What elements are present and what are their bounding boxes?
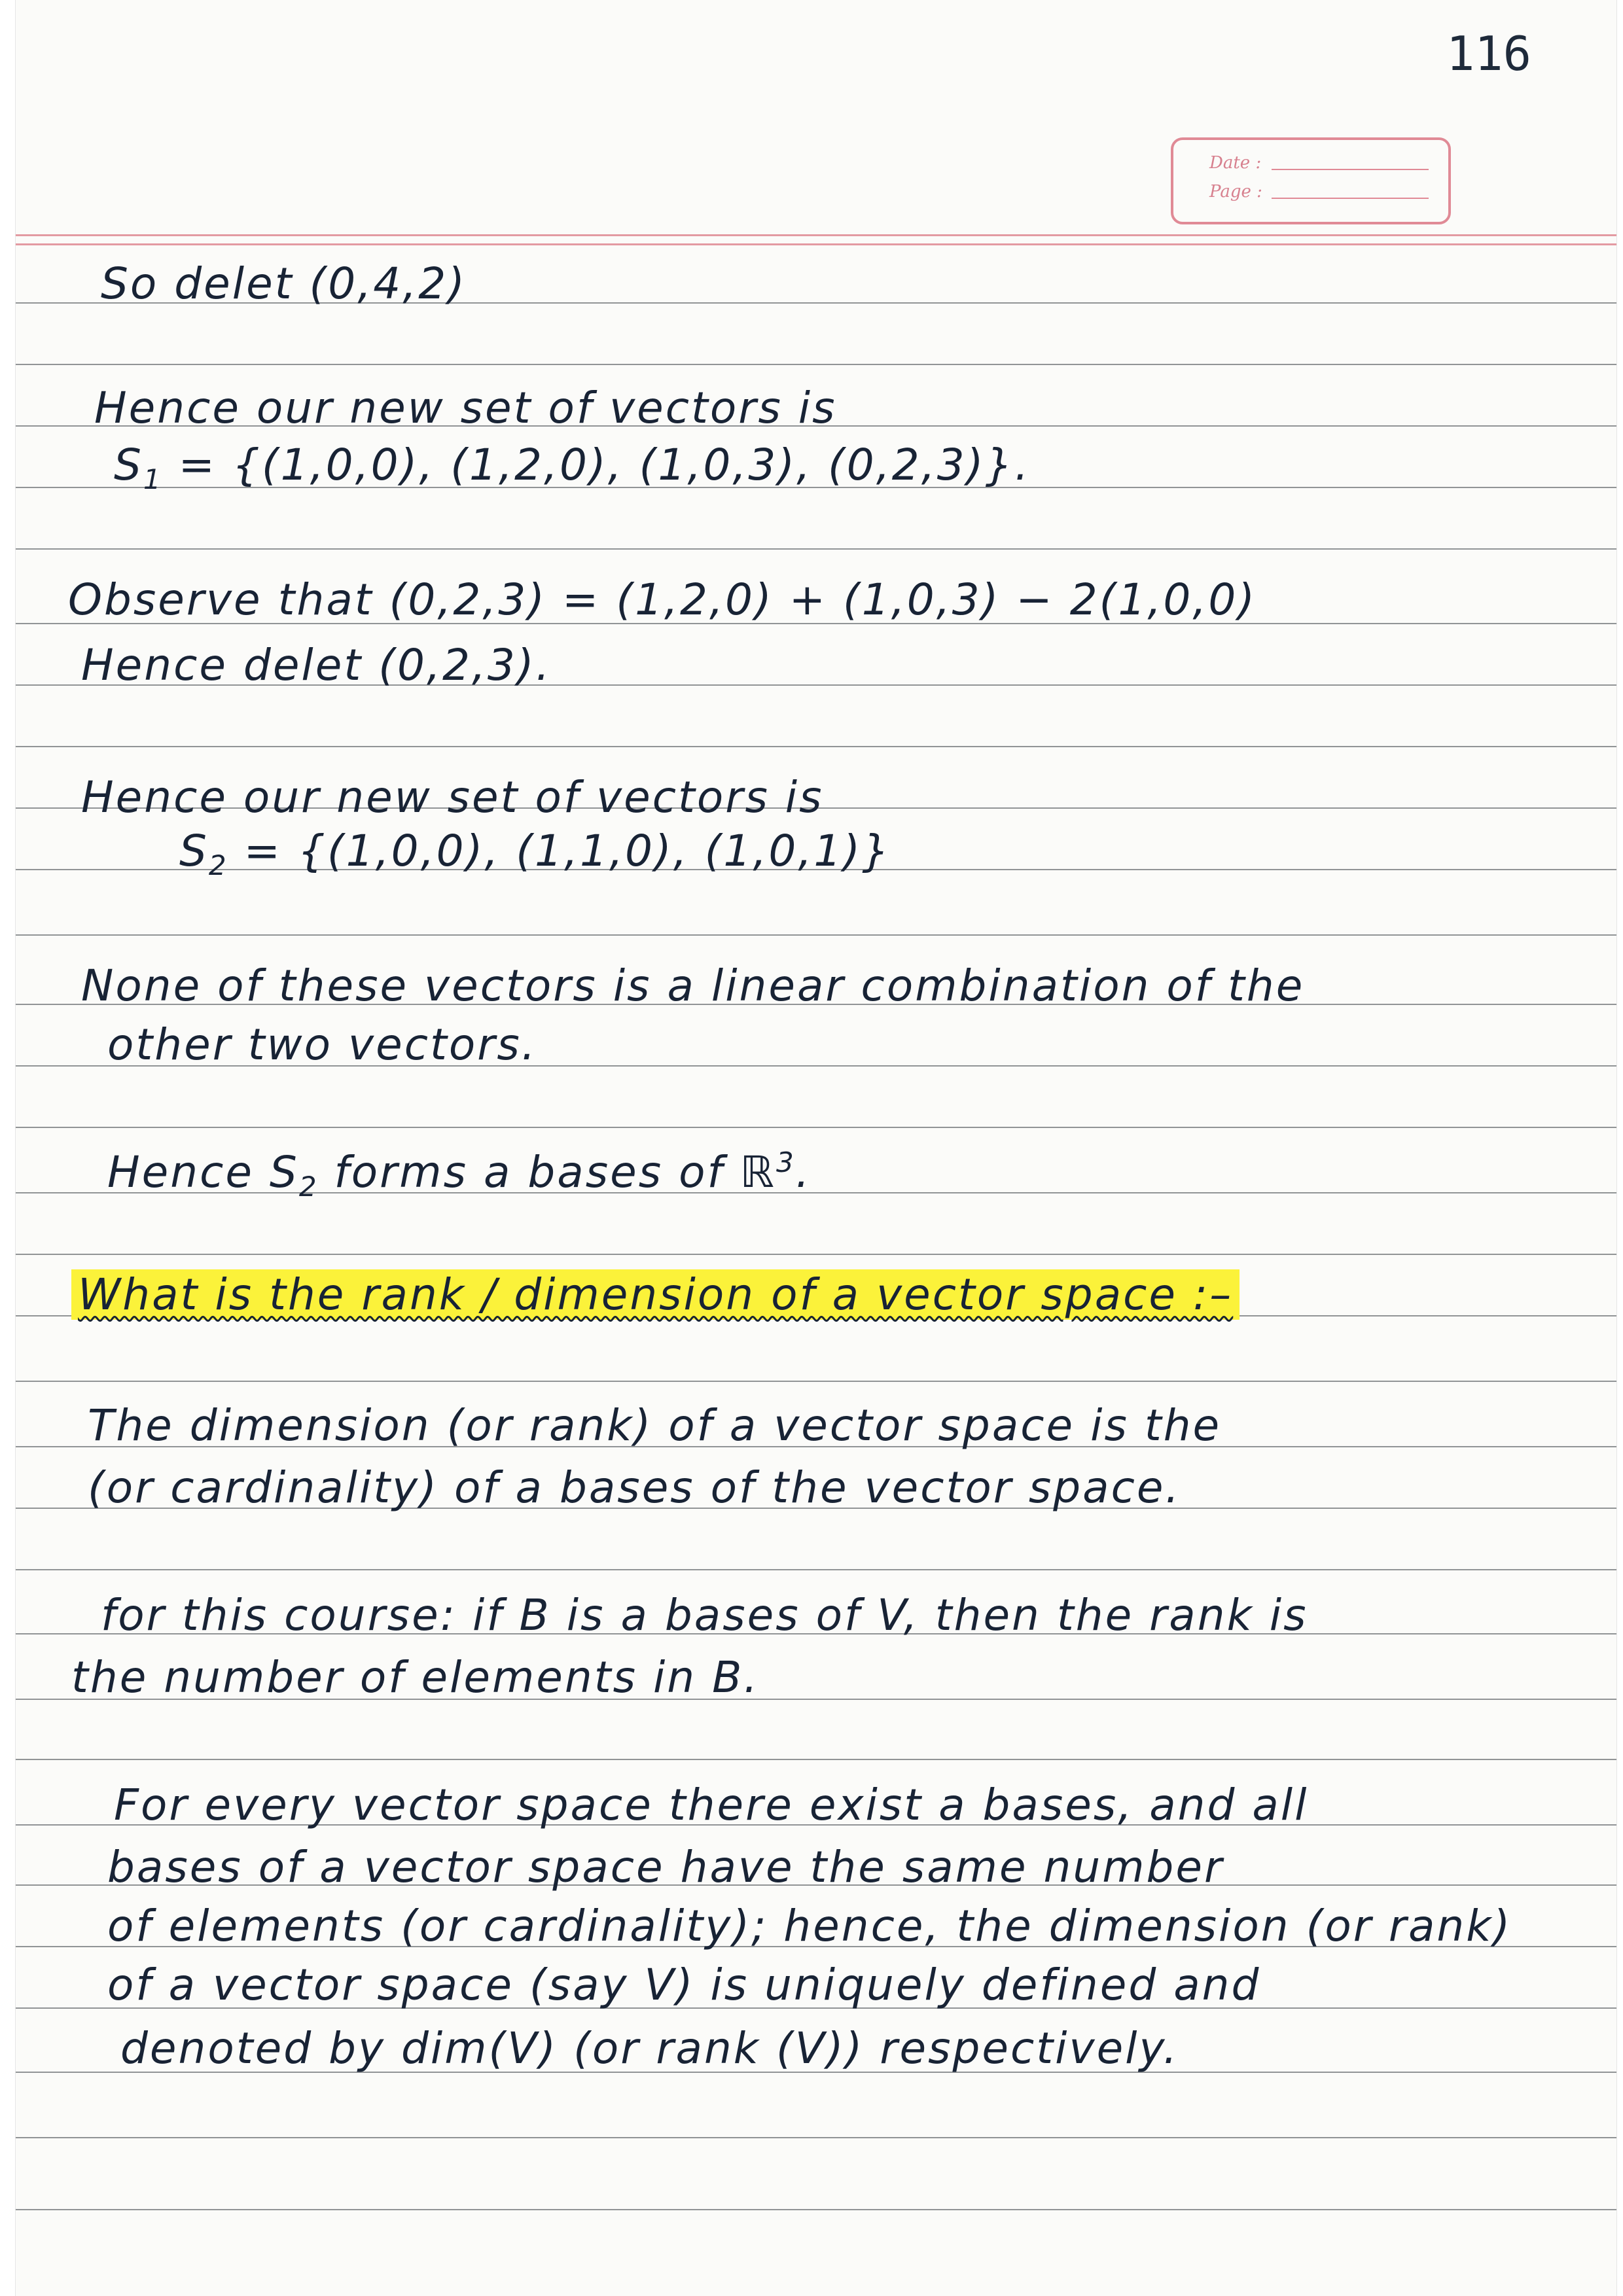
basis-text-c: .	[795, 1147, 812, 1197]
note-line: denoted by dim(V) (or rank (V)) respectively.	[120, 2023, 1179, 2074]
note-line: for this course: if B is a bases of V, then the rank is	[101, 1590, 1308, 1640]
ruled-line	[16, 746, 1616, 747]
ruled-line	[16, 2137, 1616, 2138]
ruled-line	[16, 548, 1616, 550]
ruled-line	[16, 1254, 1616, 1255]
set-symbol: S	[179, 826, 209, 876]
set-elements: = {(1,0,0), (1,1,0), (1,0,1)}	[228, 826, 892, 876]
notebook-page	[16, 0, 1616, 2296]
set-s1-definition	[114, 440, 1030, 495]
set-symbol: S	[114, 440, 143, 490]
stamp-page-label: Page :	[1209, 182, 1262, 202]
set-elements: = {(1,0,0), (1,2,0), (1,0,3), (0,2,3)}.	[162, 440, 1031, 490]
ruled-line	[16, 934, 1616, 936]
ruled-line	[16, 1381, 1616, 1382]
note-line: Observe that (0,2,3) = (1,2,0) + (1,0,3) − 2(1,0,0)	[68, 574, 1257, 625]
highlighted-heading: What is the rank / dimension of a vector space :–	[71, 1269, 1240, 1320]
note-line: For every vector space there exist a bases, and all	[114, 1780, 1309, 1830]
note-line: of a vector space (say V) is uniquely defined and	[107, 1960, 1261, 2010]
note-line: Hence our new set of vectors is	[94, 383, 837, 433]
top-margin-rule	[16, 243, 1616, 245]
note-line: None of these vectors is a linear combination of the	[81, 961, 1305, 1011]
section-heading	[71, 1269, 1240, 1320]
note-line: (or cardinality) of a bases of the vector space.	[88, 1462, 1181, 1513]
basis-text-b: forms a bases of ℝ	[318, 1147, 776, 1197]
set-s2-definition	[179, 826, 891, 881]
ruled-line	[16, 1759, 1616, 1760]
note-line: other two vectors.	[107, 1019, 537, 1070]
set-subscript: 1	[143, 463, 163, 496]
note-line: The dimension (or rank) of a vector space is the	[88, 1400, 1222, 1451]
set-subscript: 2	[208, 849, 228, 882]
stamp-date-line	[1272, 169, 1429, 170]
set-subscript: 2	[298, 1171, 319, 1203]
stamp-page-line	[1272, 198, 1429, 199]
date-page-stamp	[1171, 137, 1451, 224]
ruled-line	[16, 2209, 1616, 2210]
page-number: 116	[1446, 26, 1531, 81]
dimension-superscript: 3	[776, 1146, 796, 1178]
note-line: So delet (0,4,2)	[101, 258, 467, 309]
ruled-line	[16, 1569, 1616, 1570]
ruled-line	[16, 364, 1616, 365]
stamp-date-label: Date :	[1209, 153, 1262, 173]
note-line: Hence delet (0,2,3).	[81, 640, 552, 690]
note-line: Hence our new set of vectors is	[81, 772, 824, 822]
note-line: of elements (or cardinality); hence, the dimension (or rank)	[107, 1901, 1512, 1951]
basis-text-a: Hence S	[107, 1147, 299, 1197]
basis-statement	[107, 1146, 812, 1203]
note-line: bases of a vector space have the same number	[107, 1842, 1224, 1892]
note-line: the number of elements in B.	[71, 1652, 760, 1703]
top-margin-rule	[16, 234, 1616, 236]
ruled-line	[16, 1127, 1616, 1128]
